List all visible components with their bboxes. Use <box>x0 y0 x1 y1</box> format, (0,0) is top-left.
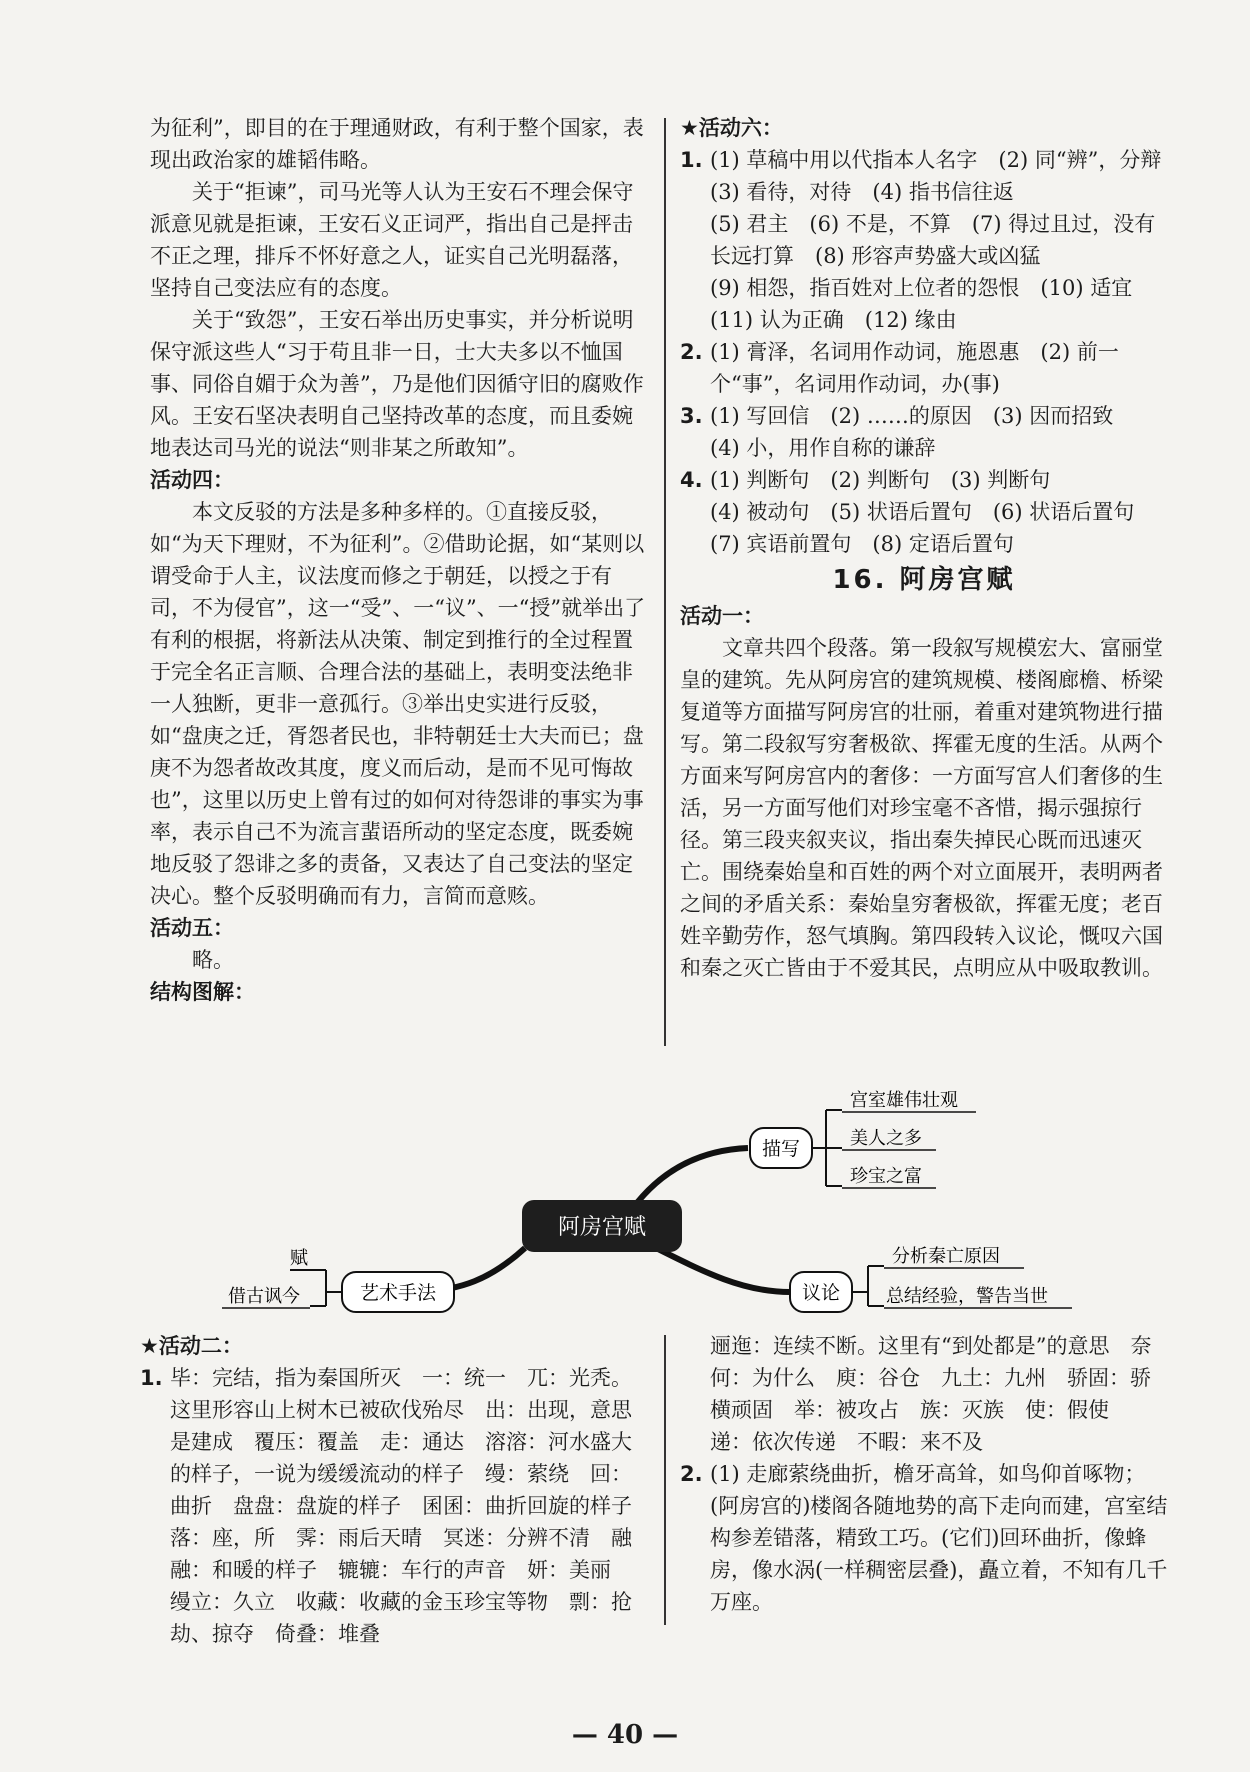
list-item: 1. (1) 草稿中用以代指本人名字 (2) 同“辨”，分辩 (3) 看待，对待 (4) 指书信往返 (5) 君主 (6) 不是，不算 (7) 得过且过，没有长远打算 (8) 形容声势盛大或凶猛 (9) 相怨，指百姓对上位者的怨恨 (10) 适宜 (11) 认为正确 (12) 缘由 <box>680 148 1183 332</box>
describe-item: 美人之多 <box>850 1128 922 1149</box>
discuss-item: 总结经验，警告当世 <box>886 1286 1048 1307</box>
section-heading: 结构图解： <box>150 980 255 1004</box>
discuss-item: 分析秦亡原因 <box>892 1246 1000 1267</box>
list-item: 2. (1) 走廊萦绕曲折，檐牙高耸，如鸟仰首啄物；(阿房宫的)楼阁各随地势的高下走向而建，宫室结构参差错落，精致工巧。(它们)回环曲折，像蜂房，像水涡(一样稠密层叠)，矗立着，不知有几千万座。 <box>680 1462 1168 1614</box>
bottom-left-column <box>140 1330 653 1650</box>
paragraph: 关于“致怨”，王安石举出历史事实，并分析说明保守派这些人“习于苟且非一日，士大夫多以不恤国事、同俗自媚于众为善”，乃是他们因循守旧的腐败作风。王安石坚决表明自己坚持改革的态度，而且委婉地表达司马光的说法“则非某之所敢知”。 <box>150 308 644 460</box>
describe-label: 描写 <box>761 1138 801 1160</box>
paragraph: 文章共四个段落。第一段叙写规模宏大、富丽堂皇的建筑。先从阿房宫的建筑规模、楼阁廊檐、桥梁复道等方面描写阿房宫的壮丽，着重对建筑物进行描写。第二段叙写穷奢极欲、挥霍无度的生活。从两个方面来写阿房宫内的奢侈：一方面写宫人们奢侈的生活，另一方面写他们对珍宝毫不吝惜，揭示强掠行径。第三段夹叙夹议，指出秦失掉民心既而迅速灭亡。围绕秦始皇和百姓的两个对立面展开，表明两者之间的矛盾关系：秦始皇穷奢极欲，挥霍无度；老百姓辛勤劳作，怒气填胸。第四段转入议论，慨叹六国和秦之灭亡皆由于不爱其民，点明应从中吸取教训。 <box>680 636 1163 980</box>
lesson-title: 16. 阿房宫赋 <box>832 565 1016 595</box>
structure-mind-map <box>0 1060 1250 1330</box>
column-divider <box>664 118 666 1046</box>
section-heading: 活动五： <box>150 916 234 940</box>
art-item: 借古讽今 <box>228 1286 300 1307</box>
list-item: 2. (1) 膏泽，名词用作动词，施恩惠 (2) 前一个“事”，名词用作动词，办(事) <box>680 340 1119 396</box>
describe-item: 宫室雄伟壮观 <box>850 1090 958 1111</box>
left-column <box>150 112 648 1008</box>
section-heading: ★活动六： <box>680 116 783 140</box>
list-item: 1. 毕：完结，指为秦国所灭 一：统一 兀：光秃。这里形容山上树木已被砍伐殆尽 出：出现，意思是建成 覆压：覆盖 走：通达 溶溶：河水盛大的样子，一说为缓缓流动的样子 缦：萦绕 回：曲折 盘盘：盘旋的样子 囷囷：曲折回旋的样子 落：座，所 霁：雨后天晴 冥迷：分辨不清 融融：和暖的样子 辘辘：车行的声音 妍：美丽 缦立：久立 收藏：收藏的金玉珍宝等物 剽：抢劫、掠夺 倚叠：堆叠 <box>140 1366 653 1646</box>
center-label: 阿房宫赋 <box>557 1215 647 1240</box>
paragraph: 关于“拒谏”，司马光等人认为王安石不理会保守派意见就是拒谏，王安石义正词严，指出自己是抨击不正之理，排斥不怀好意之人，证实自己光明磊落，坚持自己变法应有的态度。 <box>150 180 634 300</box>
paragraph: 本文反驳的方法是多种多样的。①直接反驳，如“为天下理财，不为征利”。②借助论据，如“某则以谓受命于人主，议法度而修之于朝廷，以授之于有司，不为侵官”，这一“受”、一“议”、一“授”就举出了有利的根据，将新法从决策、制定到推行的全过程置于完全名正言顺、合理合法的基础上，表明变法绝非一人独断，更非一意孤行。③举出史实进行反驳，如“盘庚之迁，胥怨者民也，非特朝廷士大夫而已；盘庚不为怨者故改其度，度义而后动，是而不见可悔故也”，这里以历史上曾有过的如何对待怨诽的事实为事率，表示自己不为流言蜚语所动的坚定态度，既委婉地反驳了怨诽之多的责备，又表达了自己变法的坚定决心。整个反驳明确而有力，言简而意赅。 <box>150 500 646 908</box>
describe-item: 珍宝之富 <box>850 1166 922 1187</box>
right-column <box>680 112 1183 984</box>
section-heading: ★活动二： <box>140 1334 243 1358</box>
section-heading: 活动四： <box>150 468 234 492</box>
bottom-right-column <box>680 1330 1168 1618</box>
page-number: — 40 — <box>571 1720 679 1750</box>
art-label: 艺术手法 <box>359 1282 437 1304</box>
list-item: 3. (1) 写回信 (2) ……的原因 (3) 因而招致 (4) 小，用作自称的谦辞 <box>680 404 1114 460</box>
paragraph: 略。 <box>192 948 234 972</box>
paragraph: 为征利”，即目的在于理通财政，有利于整个国家，表现出政治家的雄韬伟略。 <box>150 116 644 172</box>
column-divider-bottom <box>664 1335 666 1625</box>
art-item: 赋 <box>290 1248 308 1269</box>
section-heading: 活动一： <box>680 604 764 628</box>
discuss-label: 议论 <box>801 1282 841 1304</box>
paragraph: 逦迤：连续不断。这里有“到处都是”的意思 奈何：为什么 庾：谷仓 九土：九州 骄固：骄横顽固 举：被攻占 族：灭族 使：假使 递：依次传递 不暇：来不及 <box>710 1334 1152 1454</box>
list-item: 4. (1) 判断句 (2) 判断句 (3) 判断句 (4) 被动句 (5) 状语后置句 (6) 状语后置句 (7) 宾语前置句 (8) 定语后置句 <box>680 468 1156 556</box>
